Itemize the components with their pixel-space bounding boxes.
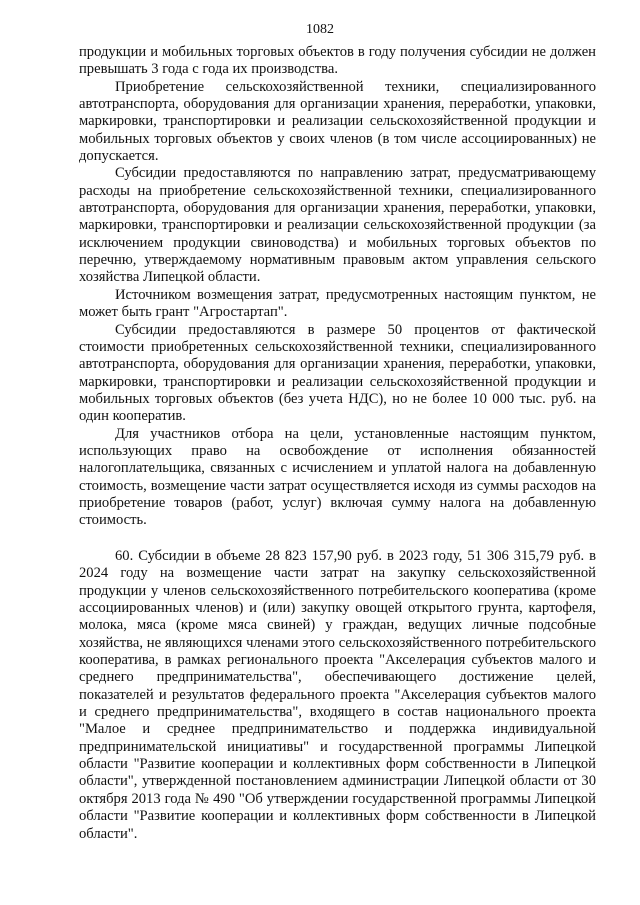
page-number: 1082 [306,22,334,37]
paragraph-item-60: 60. Субсидии в объеме 28 823 157,90 руб. в 2023 году, 51 306 315,79 руб. в 2024 году на возмещение части затрат на закупку сельскохозяйственной продукции у членов сельскохозяйственного потребительского кооператива (кроме ассоциированных членов) и (или) закупку овощей открытого грунта, картофеля, молока, мяса (кроме мяса свиней) у граждан, ведущих личные подсобные хозяйства, не являющихся членами этого сельскохозяйственного потребительского кооператива, в рамках регионального проекта "Акселерация субъектов малого и среднего предпринимательства", обеспечивающего достижение целей, показателей и результатов федерального проекта "Акселерация субъектов малого и среднего предпринимательства", входящего в состав национального проекта "Малое и среднее предпринимательство и поддержка индивидуальной предпринимательской инициативы" и государственной программы Липецкой области "Развитие кооперации и коллективных форм собственности в Липецкой области", утвержденной постановлением администрации Липецкой области от 30 октября 2013 года № 490 "Об утверждении государственной программы Липецкой области "Развитие кооперации и коллективных форм собственности в Липецкой области". [79,548,596,842]
paragraph-subsidy-amount: Субсидии предоставляются в размере 50 процентов от фактической стоимости приобретенных сельскохозяйственной техники, специализированного автотранспорта, оборудования для организации хранения, переработки, упаковки, маркировки, транспортировки и реализации сельскохозяйственной продукции и мобильных торговых объектов (без учета НДС), но не более 10 000 тыс. руб. на один кооператив. [79,321,596,425]
paragraph-grant-source: Источником возмещения затрат, предусмотренных настоящим пунктом, не может быть грант "Агростартап". [79,286,596,321]
text-block-top [79,44,596,530]
paragraph-subsidy-direction: Субсидии предоставляются по направлению затрат, предусматривающему расходы на приобретение сельскохозяйственной техники, специализированного автотранспорта, оборудования для организации хранения, переработки, упаковки, маркировки, транспортировки и реализации сельскохозяйственной продукции (за исключением продукции свиноводства) и мобильных торговых объектов по перечню, утверждаемому нормативным правовым актом управления сельского хозяйства Липецкой области. [79,165,596,286]
paragraph-vat-exemption: Для участников отбора на цели, установленные настоящим пунктом, использующих право на освобождение от исполнения обязанностей налогоплательщика, связанных с исчислением и уплатой налога на добавленную стоимость, возмещение части затрат осуществляется исходя из суммы расходов на приобретение товаров (работ, услуг) включая сумму налога на добавленную стоимость. [79,425,596,529]
text-block-item-60 [79,548,596,843]
paragraph-purchase-restriction: Приобретение сельскохозяйственной техники, специализированного автотранспорта, оборудования для организации хранения, переработки, упаковки, маркировки, транспортировки и реализации сельскохозяйственной продукции и мобильных торговых объектов у своих членов (в том числе ассоциированных) не допускается. [79,78,596,165]
paragraph-continuation: продукции и мобильных торговых объектов в году получения субсидии не должен превышать 3 года с года их производства. [79,44,596,78]
